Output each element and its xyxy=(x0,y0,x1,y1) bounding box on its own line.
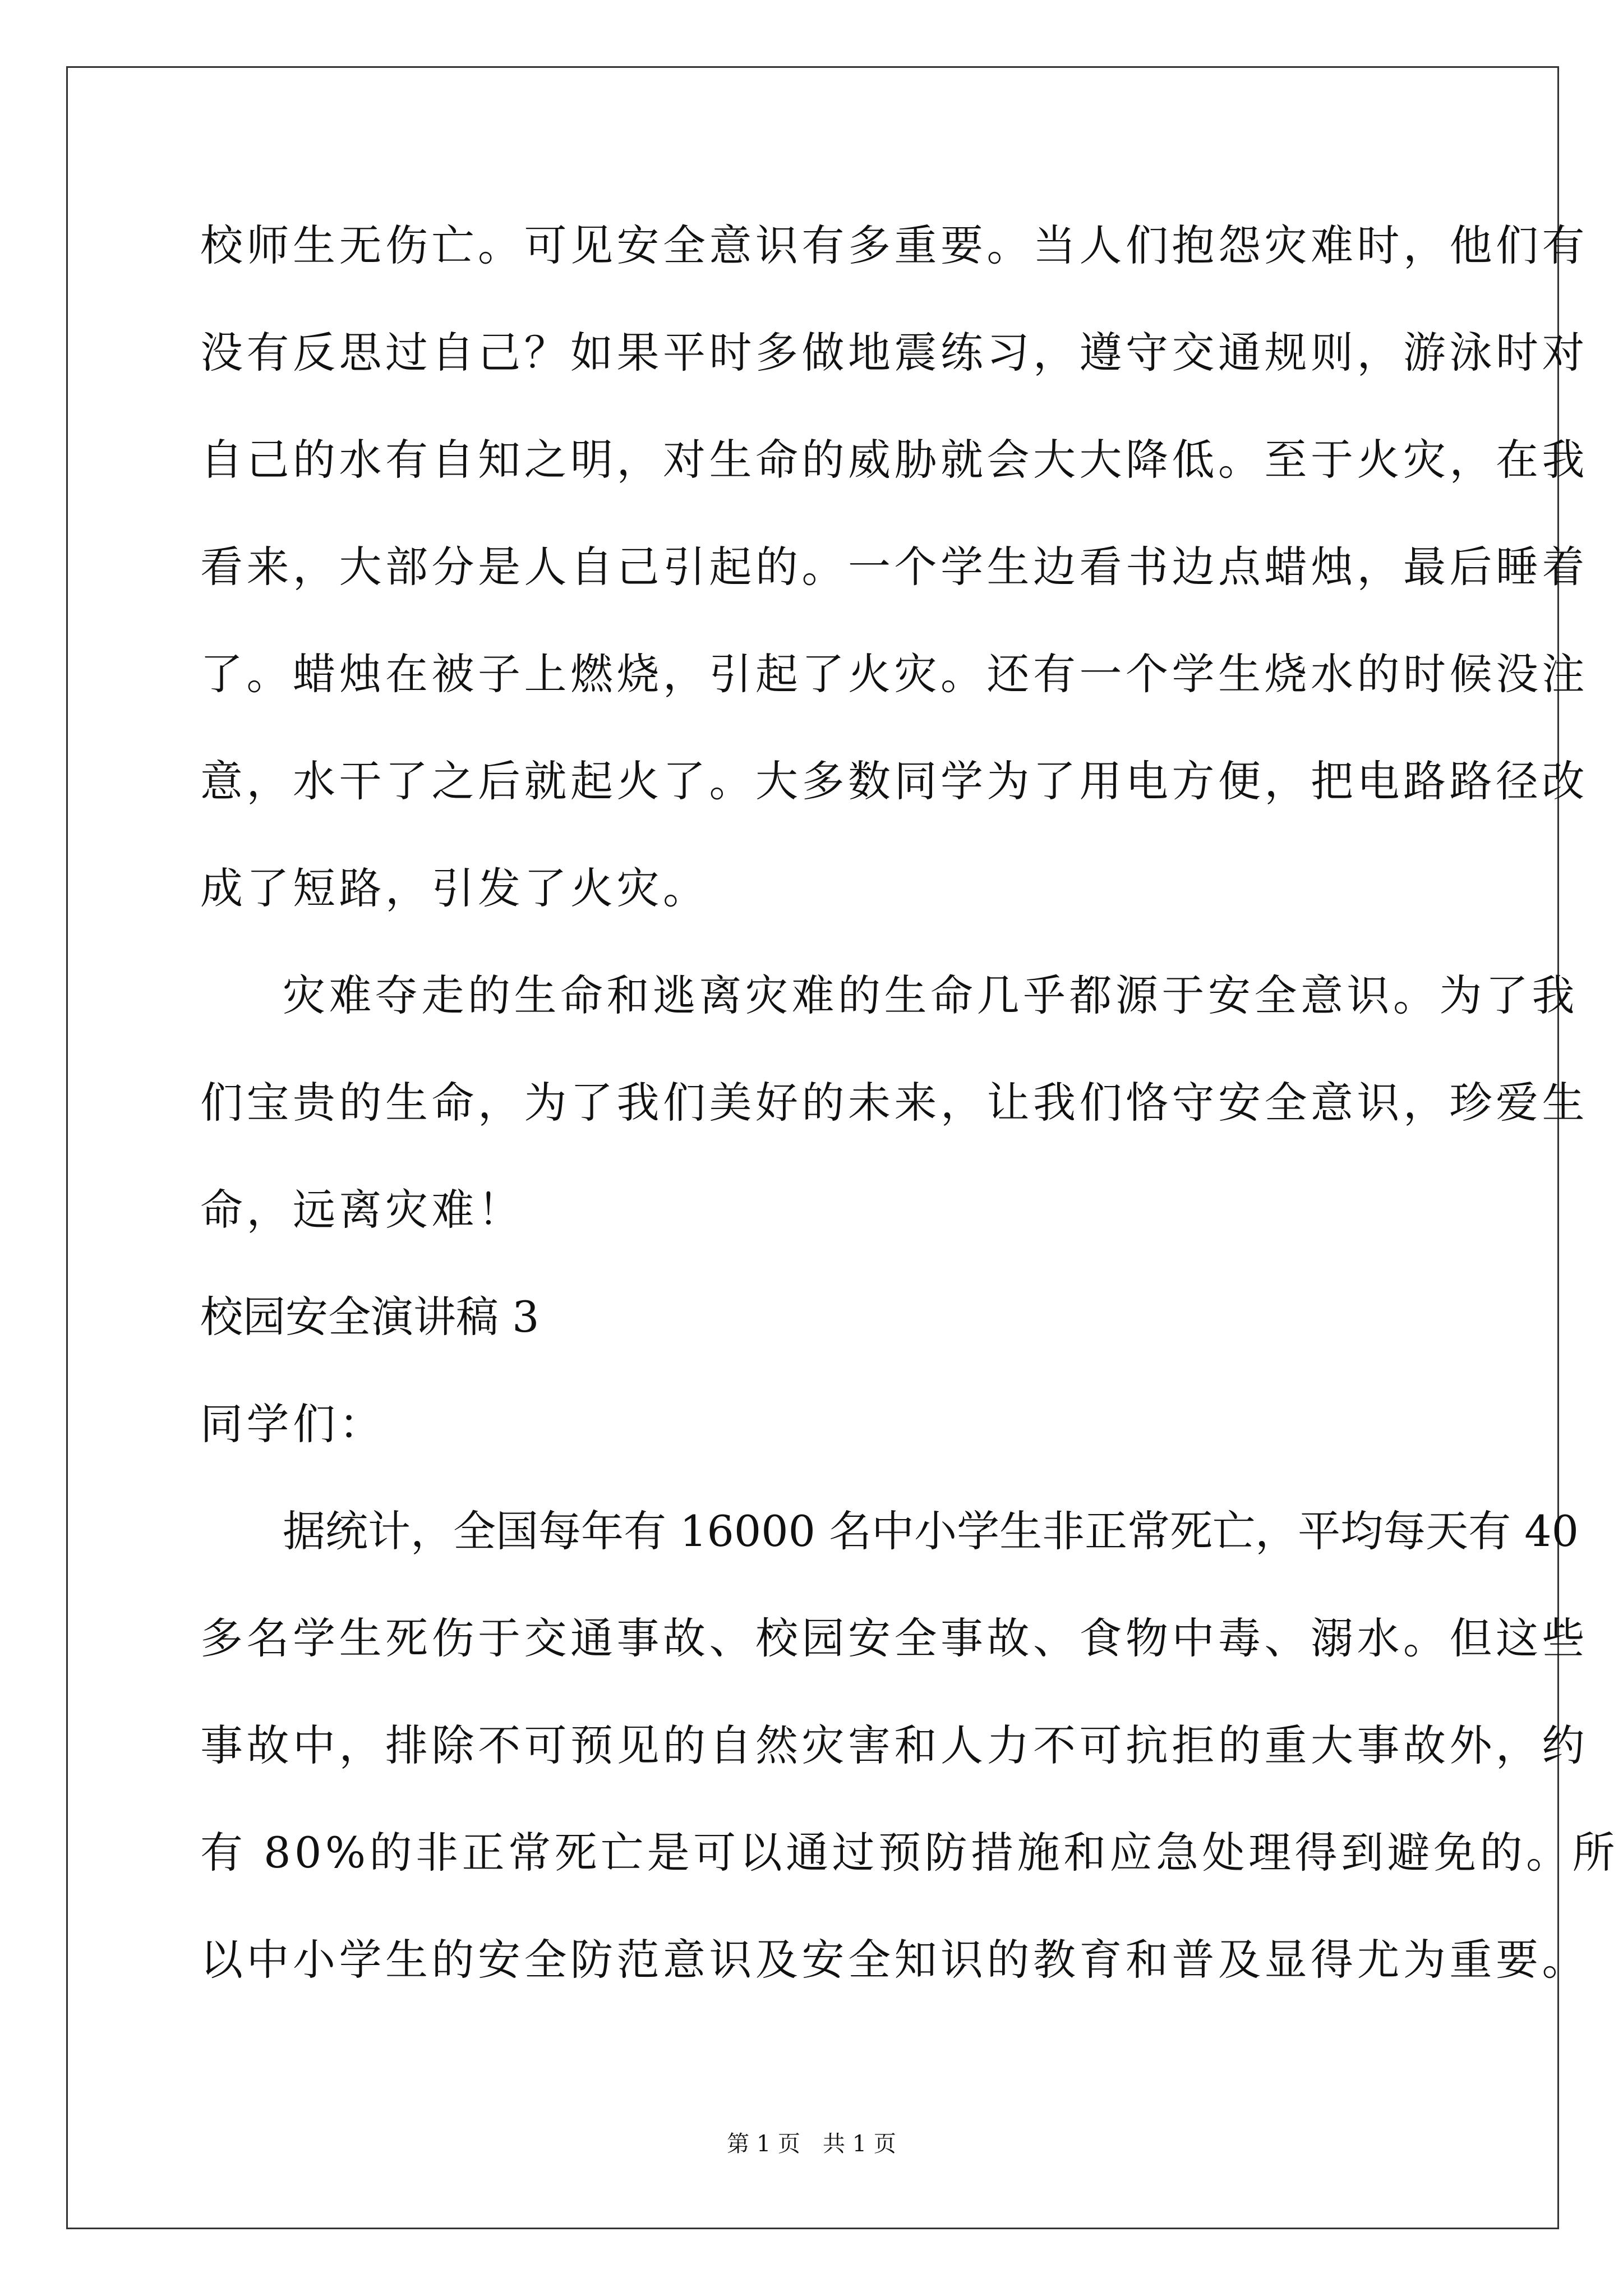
paragraph-first-line: 灾难夺走的生命和逃离灾难的生命几乎都源于安全意识。为了我 xyxy=(283,970,1578,1020)
paragraph-first-line: 据统计，全国每年有 16000 名中小学生非正常死亡，平均每天有 40 xyxy=(283,1506,1579,1556)
page-border xyxy=(66,66,1559,2229)
text-line: 校师生无伤亡。可见安全意识有多重要。当人们抱怨灾难时，他们有 xyxy=(200,220,1588,270)
text-line: 看来，大部分是人自己引起的。一个学生边看书边点蜡烛，最后睡着 xyxy=(200,542,1588,592)
text-line: 意，水干了之后就起火了。大多数同学为了用电方便，把电路路径改 xyxy=(200,756,1588,806)
section-heading: 校园安全演讲稿 3 xyxy=(200,1292,540,1342)
text-line: 命，远离灾难！ xyxy=(200,1185,524,1235)
text-line: 以中小学生的安全防范意识及安全知识的教育和普及显得尤为重要。 xyxy=(200,1935,1588,1985)
text-line: 成了短路，引发了火灾。 xyxy=(200,863,709,913)
text-line: 没有反思过自己？如果平时多做地震练习，遵守交通规则，游泳时对 xyxy=(200,328,1588,378)
text-line: 自己的水有自知之明，对生命的威胁就会大大降低。至于火灾，在我 xyxy=(200,435,1588,485)
text-line: 了。蜡烛在被子上燃烧，引起了火灾。还有一个学生烧水的时候没注 xyxy=(200,649,1588,699)
text-line: 们宝贵的生命，为了我们美好的未来，让我们恪守安全意识，珍爱生 xyxy=(200,1078,1588,1128)
salutation: 同学们： xyxy=(200,1399,385,1449)
text-line: 有 80%的非正常死亡是可以通过预防措施和应急处理得到避免的。所 xyxy=(200,1828,1619,1878)
text-line: 事故中，排除不可预见的自然灾害和人力不可抗拒的重大事故外，约 xyxy=(200,1720,1588,1770)
text-line: 多名学生死伤于交通事故、校园安全事故、食物中毒、溺水。但这些 xyxy=(200,1613,1588,1663)
page-number-footer: 第 1 页 共 1 页 xyxy=(727,2131,896,2157)
